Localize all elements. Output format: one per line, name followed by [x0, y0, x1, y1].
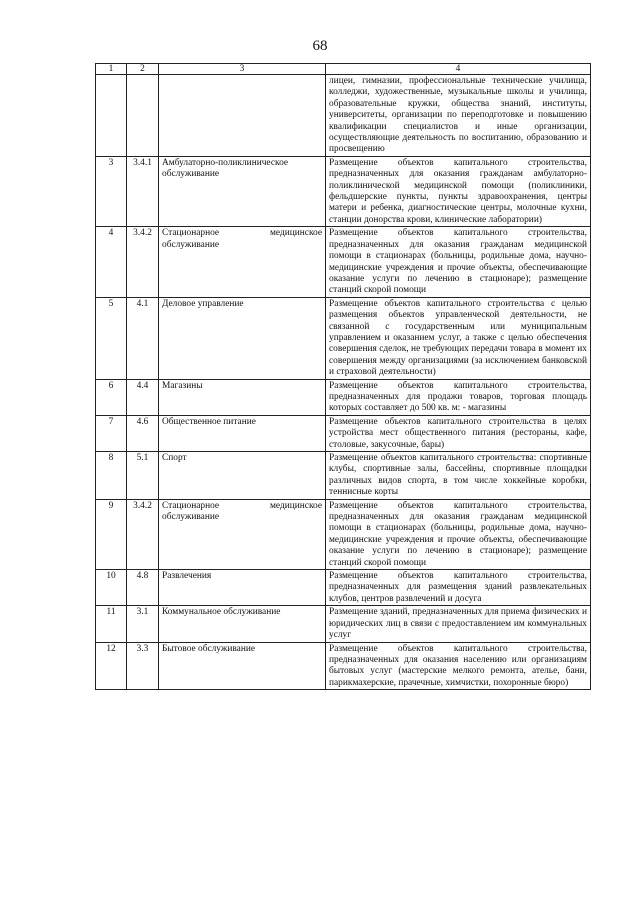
use-name: Коммунальное обслуживание — [159, 606, 326, 642]
use-description: Размещение объектов капитального строительства, предназначенных для оказания гражданам медицинской помощи в стационарах (больницы, родильные дома, научно-медицинские учреждения и прочие объекты, обеспечивающие оказание услуги по лечению в стационаре); размещение станций скорой помощи — [326, 227, 591, 297]
use-name: Бытовое обслуживание — [159, 642, 326, 690]
header-row — [96, 64, 591, 75]
use-code: 4.1 — [127, 297, 159, 379]
header-cell-3: 3 — [159, 64, 326, 75]
row-number — [96, 75, 127, 157]
use-code: 4.8 — [127, 570, 159, 606]
table-row — [96, 297, 591, 379]
row-number: 9 — [96, 499, 127, 569]
use-description: Размещение объектов капитального строительства, предназначенных для размещения зданий развлекательных клубов, центров развлечений и досуга — [326, 570, 591, 606]
use-description: Размещение объектов капитального строительства с целью размещения объектов управленческой деятельности, не связанной с государственным или муниципальным управлением и оказанием услуг, а также с целью обеспечения совершения сделок, не требующих передачи товара в момент их совершения между организациями (за исключением банковской и страховой деятельности) — [326, 297, 591, 379]
use-name: Деловое управление — [159, 297, 326, 379]
use-code: 3.4.1 — [127, 156, 159, 226]
row-number: 3 — [96, 156, 127, 226]
use-description: Размещение объектов капитального строительства, предназначенных для оказания населению или организациям бытовых услуг (мастерские мелкого ремонта, ателье, бани, парикмахерские, прачечные, химчистки, похоронные бюро) — [326, 642, 591, 690]
use-code — [127, 75, 159, 157]
row-number: 11 — [96, 606, 127, 642]
use-description: лицеи, гимназии, профессиональные технические училища, колледжи, художественные, музыкальные школы и училища, образовательные кружки, общества знаний, институты, университеты, организации по переподготовке и повышению квалификации специалистов и иные организации, осуществляющие деятельность по воспитанию, образованию и просвещению — [326, 75, 591, 157]
table-row — [96, 227, 591, 297]
use-name: Развлечения — [159, 570, 326, 606]
use-code: 4.6 — [127, 415, 159, 451]
use-name: Магазины — [159, 379, 326, 415]
use-name: Спорт — [159, 452, 326, 500]
header-cell-2: 2 — [127, 64, 159, 75]
use-description: Размещение объектов капитального строительства, предназначенных для оказания гражданам медицинской помощи в стационарах (больницы, родильные дома, научно-медицинские учреждения и прочие объекты, обеспечивающие оказание услуги по лечению в стационаре); размещение станций скорой помощи — [326, 499, 591, 569]
table-row — [96, 75, 591, 157]
table-row — [96, 415, 591, 451]
use-description: Размещение объектов капитального строительства: спортивные клубы, спортивные залы, бассейны, спортивные площадки различных видов спорта, в том числе хоккейные коробки, теннисные корты — [326, 452, 591, 500]
use-description: Размещение объектов капитального строительства, предназначенных для оказания гражданам амбулаторно-поликлинической медицинской помощи (поликлиники, фельдшерские пункты, пункты здравоохранения, центры матери и ребенка, диагностические центры, молочные кухни, станции донорства крови, клинические лаборатории) — [326, 156, 591, 226]
use-name: Стационарное медицинское обслуживание — [159, 227, 326, 297]
row-number: 10 — [96, 570, 127, 606]
table-row — [96, 452, 591, 500]
page-number: 68 — [312, 38, 328, 54]
land-use-table — [95, 63, 591, 690]
row-number: 6 — [96, 379, 127, 415]
row-number: 7 — [96, 415, 127, 451]
use-description: Размещение объектов капитального строительства, предназначенных для продажи товаров, торговая площадь которых составляет до 500 кв. м: - магазины — [326, 379, 591, 415]
use-description: Размещение объектов капитального строительства в целях устройства мест общественного питания (рестораны, кафе, столовые, закусочные, бары) — [326, 415, 591, 451]
row-number: 5 — [96, 297, 127, 379]
use-code: 4.4 — [127, 379, 159, 415]
use-name: Стационарное медицинское обслуживание — [159, 499, 326, 569]
header-cell-4: 4 — [326, 64, 591, 75]
row-number: 4 — [96, 227, 127, 297]
table-row — [96, 499, 591, 569]
table-row — [96, 379, 591, 415]
use-code: 5.1 — [127, 452, 159, 500]
use-name: Общественное питание — [159, 415, 326, 451]
use-name — [159, 75, 326, 157]
table-row — [96, 570, 591, 606]
header-cell-1: 1 — [96, 64, 127, 75]
use-description: Размещение зданий, предназначенных для приема физических и юридических лиц в связи с предоставлением им коммунальных услуг — [326, 606, 591, 642]
use-code: 3.4.2 — [127, 227, 159, 297]
use-name: Амбулаторно-поликлиническое обслуживание — [159, 156, 326, 226]
table-row — [96, 642, 591, 690]
row-number: 8 — [96, 452, 127, 500]
table-row — [96, 606, 591, 642]
use-code: 3.3 — [127, 642, 159, 690]
use-code: 3.4.2 — [127, 499, 159, 569]
table-row — [96, 156, 591, 226]
use-code: 3.1 — [127, 606, 159, 642]
row-number: 12 — [96, 642, 127, 690]
